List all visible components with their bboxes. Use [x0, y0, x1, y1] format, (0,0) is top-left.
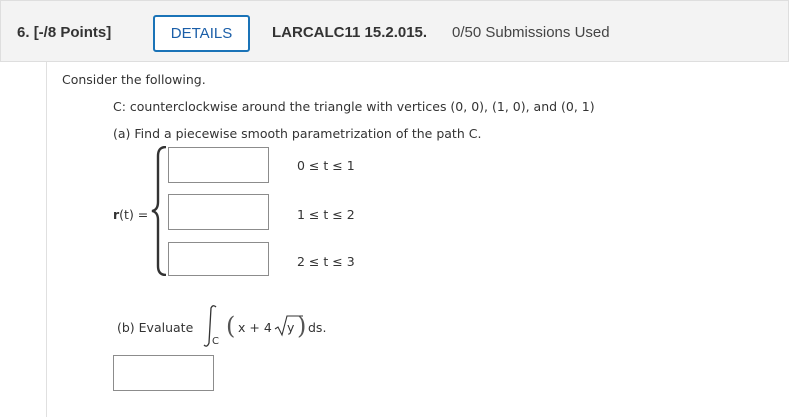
content-left-border: [46, 62, 47, 417]
part-b-text: (b) Evaluate: [117, 320, 194, 335]
left-paren: (: [226, 312, 236, 340]
details-button[interactable]: DETAILS: [153, 15, 250, 52]
integral-subscript: C: [212, 336, 219, 347]
submissions-used: 0/50 Submissions Used: [452, 24, 610, 41]
question-code: LARCALC11 15.2.015.: [272, 24, 428, 41]
piece1-input[interactable]: [168, 147, 269, 183]
part-a-text: (a) Find a piecewise smooth parametrization of the path C.: [113, 126, 482, 141]
interval-1: 0 ≤ t ≤ 1: [297, 158, 355, 173]
question-header: [0, 0, 789, 62]
r-of-t-label: r(t) =: [113, 207, 149, 222]
curve-description: C: counterclockwise around the triangle with vertices (0, 0), (1, 0), and (0, 1): [113, 99, 595, 114]
piece2-input[interactable]: [168, 194, 269, 230]
interval-3: 2 ≤ t ≤ 3: [297, 254, 355, 269]
question-points: 6. [-/8 Points]: [17, 24, 112, 41]
integrand-x-term: x + 4: [238, 320, 272, 335]
right-paren: ): [297, 312, 307, 340]
interval-2: 1 ≤ t ≤ 2: [297, 207, 355, 222]
integrand-ds: ds.: [308, 320, 327, 335]
piecewise-brace: [150, 146, 170, 276]
piece3-input[interactable]: [168, 242, 269, 276]
integral-answer-input[interactable]: [113, 355, 214, 391]
integrand-y-term: y: [287, 320, 295, 335]
intro-text: Consider the following.: [62, 72, 206, 87]
